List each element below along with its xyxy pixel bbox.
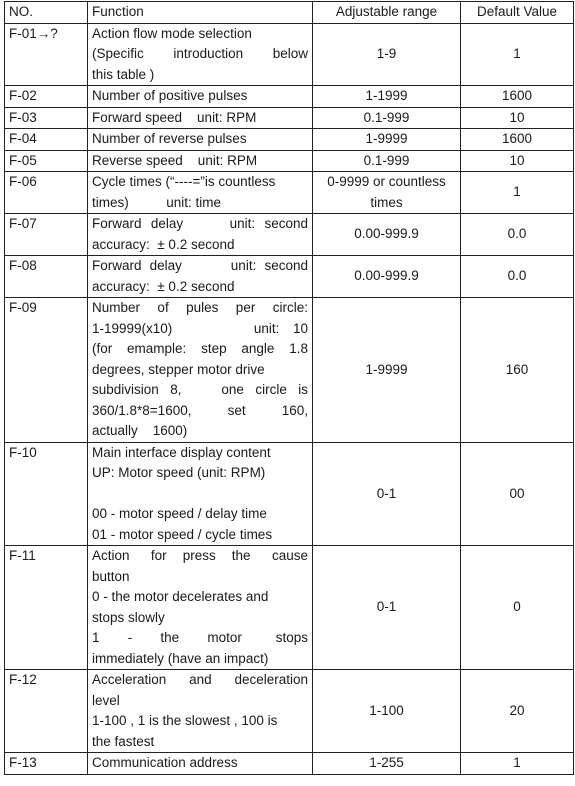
parameter-range: 1-9999 — [313, 129, 461, 151]
function-line: Number of positive pulses — [92, 88, 248, 103]
parameter-number: F-10 — [5, 442, 88, 546]
parameter-table — [4, 1, 574, 775]
function-line: Forward delay unit: second — [92, 258, 308, 273]
function-line: accuracy: ± 0.2 second — [92, 236, 235, 252]
table-row — [5, 107, 574, 129]
parameter-number: F-03 — [5, 107, 88, 129]
parameter-number: F-06 — [5, 172, 88, 214]
table-row — [5, 214, 574, 256]
function-line: Number of pules per circle: — [92, 300, 308, 315]
parameter-default: 10 — [461, 107, 574, 129]
table-header — [5, 2, 574, 24]
function-line: stops slowly — [92, 609, 165, 625]
parameter-number: F-04 — [5, 129, 88, 151]
parameter-range: 0.00-999.9 — [313, 256, 461, 298]
parameter-function — [88, 298, 313, 443]
function-line: degrees, stepper motor drive — [92, 361, 265, 377]
table-row — [5, 86, 574, 108]
parameter-function — [88, 150, 313, 172]
parameter-number: F-05 — [5, 150, 88, 172]
parameter-default: 1 — [461, 23, 574, 86]
function-blank-line — [92, 484, 308, 505]
parameter-function — [88, 442, 313, 546]
table-body — [5, 23, 574, 774]
parameter-number: F-13 — [5, 753, 88, 775]
parameter-range: 1-255 — [313, 753, 461, 775]
header-range: Adjustable range — [313, 2, 461, 24]
parameter-number: F-01→? — [5, 23, 88, 86]
function-line: (for emample: step angle 1.8 — [92, 341, 308, 356]
parameter-number: F-02 — [5, 86, 88, 108]
parameter-default: 1 — [461, 172, 574, 214]
function-line: Forward speed unit: RPM — [92, 109, 257, 125]
table-row — [5, 129, 574, 151]
parameter-range: 0-1 — [313, 546, 461, 670]
function-line: button — [92, 568, 130, 584]
parameter-default: 20 — [461, 670, 574, 753]
parameter-default: 0.0 — [461, 256, 574, 298]
parameter-range: 1-9 — [313, 23, 461, 86]
function-line: Cycle times (“----=”is countless — [92, 174, 276, 189]
function-line: 1-19999(x10) unit: 10 — [92, 320, 308, 336]
parameter-default: 1 — [461, 753, 574, 775]
function-line: Acceleration and deceleration — [92, 672, 308, 687]
function-line: UP: Motor speed (unit: RPM) — [92, 465, 266, 480]
parameter-function — [88, 172, 313, 214]
parameter-default: 00 — [461, 442, 574, 546]
header-default: Default Value — [461, 2, 574, 24]
parameter-function — [88, 546, 313, 670]
function-line: 00 - motor speed / delay time — [92, 506, 267, 521]
table-row — [5, 442, 574, 546]
function-line: Action flow mode selection — [92, 25, 252, 41]
function-line: level — [92, 692, 120, 708]
parameter-range: 0.1-999 — [313, 107, 461, 129]
parameter-function — [88, 86, 313, 108]
function-line: 0 - the motor decelerates and — [92, 589, 269, 604]
table-row — [5, 150, 574, 172]
function-line: 1-100 , 1 is the slowest , 100 is — [92, 713, 278, 728]
function-line: Reverse speed unit: RPM — [92, 152, 258, 168]
parameter-number: F-07 — [5, 214, 88, 256]
parameter-function — [88, 214, 313, 256]
table-row — [5, 172, 574, 214]
function-line: 1 - the motor stops — [92, 630, 308, 645]
parameter-function — [88, 753, 313, 775]
parameter-default: 0.0 — [461, 214, 574, 256]
function-line: Main interface display content — [92, 444, 271, 460]
parameter-number: F-12 — [5, 670, 88, 753]
range-line: times — [370, 194, 403, 210]
table-row — [5, 23, 574, 86]
header-function: Function — [88, 2, 313, 24]
parameter-function — [88, 129, 313, 151]
parameter-number: F-09 — [5, 298, 88, 443]
function-line: 360/1.8*8=1600, set 160, — [92, 402, 308, 418]
function-line: (Specific introduction below — [92, 46, 308, 61]
header-no: NO. — [5, 2, 88, 24]
parameter-default: 1600 — [461, 86, 574, 108]
function-line: accuracy: ± 0.2 second — [92, 278, 235, 294]
function-line: actually 1600) — [92, 423, 188, 438]
parameter-range: 0.00-999.9 — [313, 214, 461, 256]
parameter-default: 0 — [461, 546, 574, 670]
parameter-function — [88, 23, 313, 86]
parameter-default: 1600 — [461, 129, 574, 151]
function-line: immediately (have an impact) — [92, 650, 269, 666]
function-line: subdivision 8, one circle is — [92, 382, 308, 397]
parameter-range: 0.1-999 — [313, 150, 461, 172]
function-line: the fastest — [92, 733, 155, 749]
function-line: this table ) — [92, 66, 155, 82]
parameter-range: 1-100 — [313, 670, 461, 753]
function-line: 01 - motor speed / cycle times — [92, 526, 273, 542]
table-row — [5, 298, 574, 443]
header-row — [5, 2, 574, 24]
parameter-range — [313, 172, 461, 214]
function-line: Communication address — [92, 755, 238, 770]
table-row — [5, 670, 574, 753]
parameter-function — [88, 256, 313, 298]
parameter-range: 0-1 — [313, 442, 461, 546]
table-row — [5, 546, 574, 670]
parameter-default: 160 — [461, 298, 574, 443]
parameter-range: 1-1999 — [313, 86, 461, 108]
function-line: Action for press the cause — [92, 548, 308, 563]
function-line: times) unit: time — [92, 194, 222, 210]
table-row — [5, 256, 574, 298]
function-line: Forward delay unit: second — [92, 216, 308, 231]
parameter-function — [88, 670, 313, 753]
range-line: 0-9999 or countless — [327, 174, 446, 189]
parameter-number: F-11 — [5, 546, 88, 670]
table-row — [5, 753, 574, 775]
function-line: Number of reverse pulses — [92, 131, 247, 146]
parameter-function — [88, 107, 313, 129]
parameter-number: F-08 — [5, 256, 88, 298]
parameter-range: 1-9999 — [313, 298, 461, 443]
parameter-default: 10 — [461, 150, 574, 172]
